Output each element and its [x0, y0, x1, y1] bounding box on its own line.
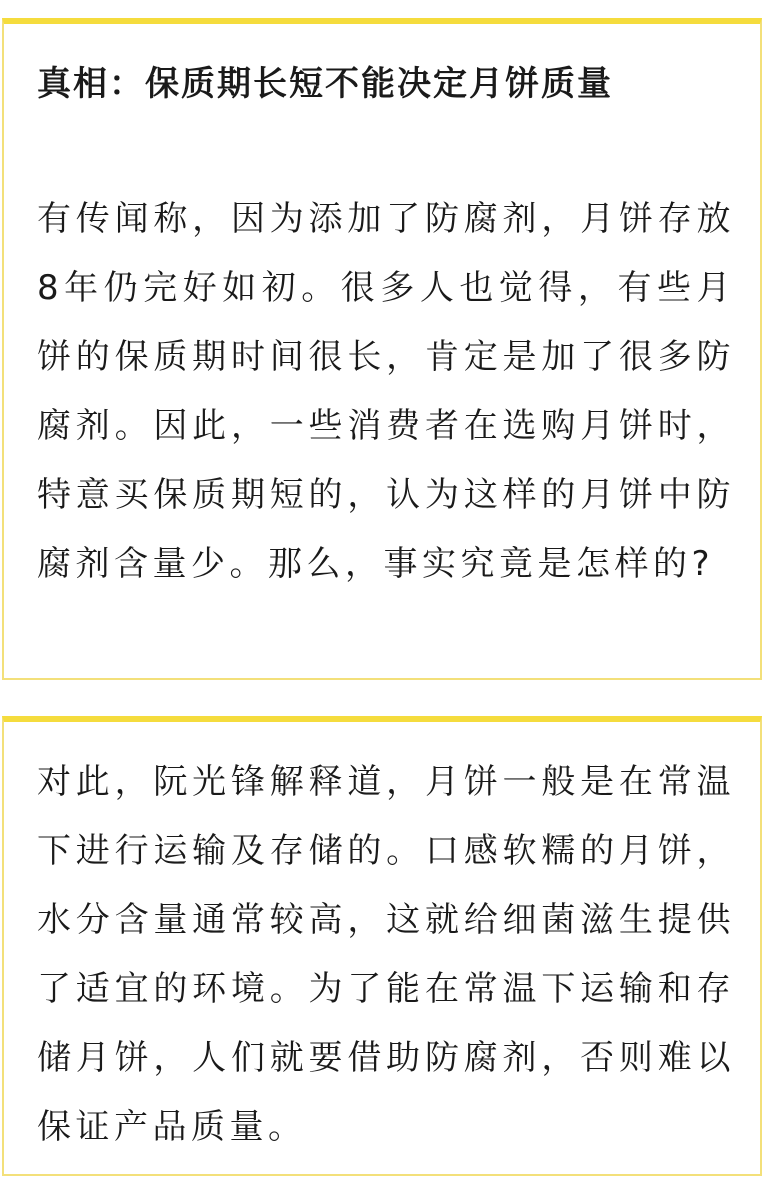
- explanation-paragraph: 对此，阮光锋解释道，月饼一般是在常温下进行运输及存储的。口感软糯的月饼，水分含量通常较高，这就给细菌滋生提供了适宜的环境。为了能在常温下运输和存储月饼，人们就要借助防腐剂，否则难以保证产品质量。: [37, 762, 735, 1147]
- article-card-truth: [2, 18, 762, 680]
- article-card-explanation: [2, 716, 762, 1176]
- intro-paragraph: 有传闻称，因为添加了防腐剂，月饼存放8年仍完好如初。很多人也觉得，有些月饼的保质期时间很长，肯定是加了很多防腐剂。因此，一些消费者在选购月饼时，特意买保质期短的，认为这样的月饼中防腐剂含量少。那么，事实究竟是怎样的?: [37, 199, 735, 584]
- section-heading: 真相：保质期长短不能决定月饼质量: [37, 64, 613, 104]
